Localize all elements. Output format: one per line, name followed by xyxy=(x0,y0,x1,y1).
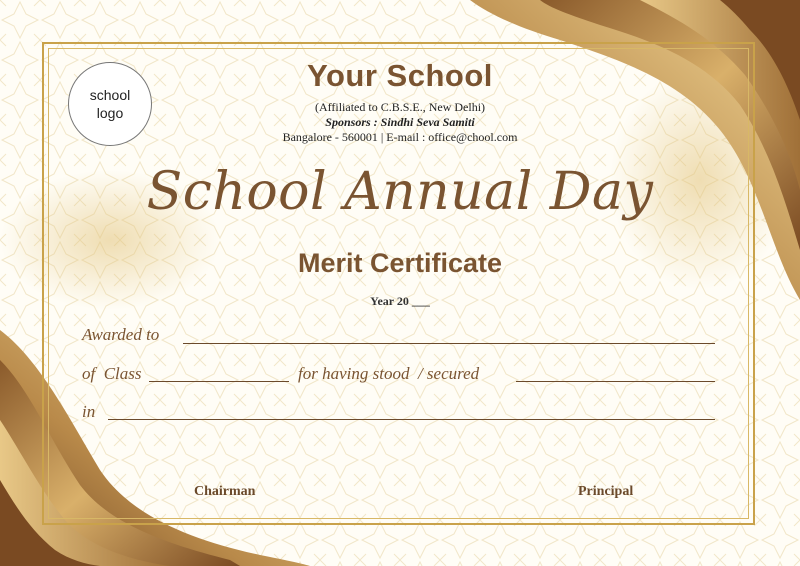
sponsors-text: Sponsors : Sindhi Seva Samiti xyxy=(325,115,475,129)
school-logo-text: school logo xyxy=(89,87,131,121)
year-field: Year 20 ___ xyxy=(370,294,430,308)
principal-signature-label: Principal xyxy=(578,484,634,499)
awarded-to-label: Awarded to xyxy=(82,325,160,344)
class-line[interactable] xyxy=(149,381,289,382)
affiliation-text: (Affiliated to C.B.S.E., New Delhi) xyxy=(314,100,486,114)
stood-secured-label: for having stood / secured xyxy=(298,364,480,383)
awarded-to-line[interactable] xyxy=(183,343,715,344)
in-label: in xyxy=(82,402,96,421)
address-text: Bangalore - 560001 | E-mail : office@chool.com xyxy=(282,130,518,144)
certificate-subtitle: Merit Certificate xyxy=(297,248,503,278)
in-line[interactable] xyxy=(108,419,715,420)
school-logo xyxy=(68,62,152,146)
chairman-signature-label: Chairman xyxy=(194,484,256,499)
certificate-title: School Annual Day xyxy=(146,162,654,222)
position-line[interactable] xyxy=(516,381,715,382)
school-name: Your School xyxy=(307,58,493,93)
class-label: of Class xyxy=(82,364,142,383)
